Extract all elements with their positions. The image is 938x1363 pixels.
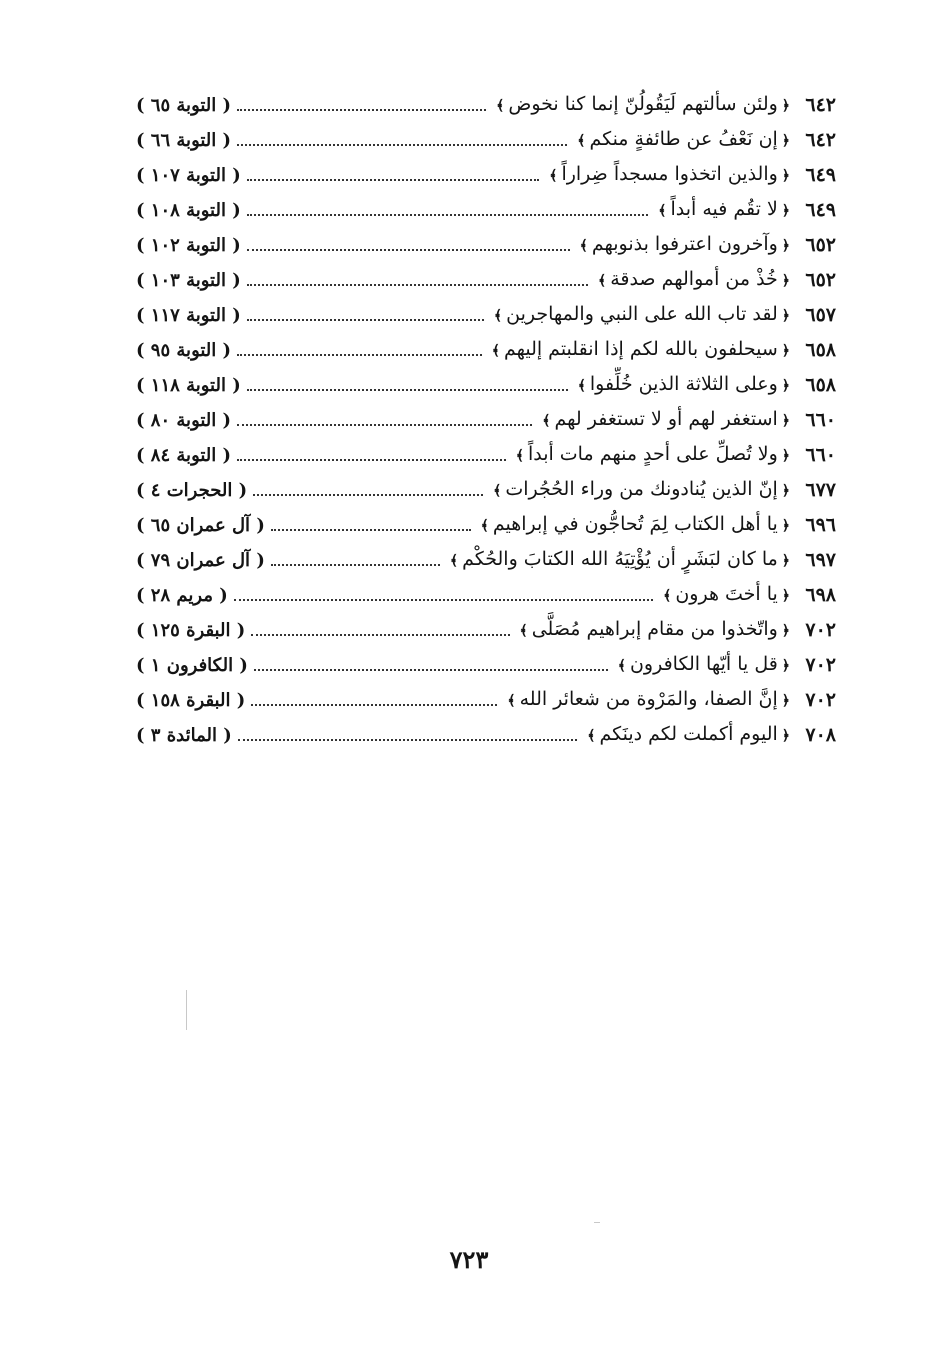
entry-reference: ( التوبة ٦٥ ) [136, 95, 232, 116]
entry-verse [503, 682, 794, 719]
dot-leader [247, 248, 570, 251]
entry-verse-text: يا أهل الكتاب لِمَ تُحاجُّون في إبراهيم [492, 513, 778, 535]
entry-reference: ( التوبة ١٠٨ ) [136, 200, 241, 221]
index-row [136, 228, 836, 263]
dot-leader [251, 633, 509, 636]
entry-page-number: ٧٠٨ [805, 724, 836, 746]
entry-page-number: ٧٠٢ [805, 689, 836, 711]
entry-verse-text: لقد تاب الله على النبي والمهاجرين [506, 303, 778, 325]
index-row [136, 648, 836, 683]
ornate-bracket-close-icon: ﴾ [587, 728, 596, 744]
ornate-bracket-close-icon: ﴾ [542, 413, 551, 429]
entry-verse-text: وآخرون اعترفوا بذنوبهم [591, 233, 778, 255]
dot-leader [247, 318, 484, 321]
index-row [136, 613, 836, 648]
entry-reference: ( التوبة ١١٧ ) [136, 305, 241, 326]
index-row [136, 578, 836, 613]
ornate-bracket-close-icon: ﴾ [519, 623, 528, 639]
entry-verse [659, 577, 794, 614]
dot-leader [247, 283, 588, 286]
entry-verse-text: إنَّ الصفا، والمَرْوة من شعائر الله [519, 688, 778, 710]
ornate-bracket-open-icon: ﴿ [781, 238, 790, 254]
ornate-bracket-open-icon: ﴿ [781, 133, 790, 149]
ornate-bracket-close-icon: ﴾ [577, 378, 586, 394]
page-number: ٧٢٣ [449, 1245, 489, 1274]
index-row [136, 193, 836, 228]
entry-verse-text: ولا تُصلِّ على أحدٍ منهم مات أبداً [527, 443, 778, 465]
ornate-bracket-close-icon: ﴾ [449, 553, 459, 569]
ornate-bracket-open-icon: ﴿ [781, 203, 790, 219]
entry-verse [512, 437, 794, 474]
index-row [136, 473, 836, 508]
ornate-bracket-open-icon: ﴿ [781, 658, 790, 674]
entry-verse [654, 192, 794, 229]
ornate-bracket-close-icon: ﴾ [493, 483, 502, 499]
entry-page-number: ٦٤٩ [805, 199, 836, 221]
entry-page-number: ٦٩٦ [805, 514, 836, 536]
index-row [136, 508, 836, 543]
index-row [136, 683, 836, 718]
entry-page-number: ٦٦٠ [805, 409, 836, 431]
entry-page-number: ٦٦٠ [805, 444, 836, 466]
entry-verse-text: خُذْ من أموالهم صدقة [610, 268, 778, 290]
ornate-bracket-close-icon: ﴾ [663, 588, 672, 604]
ornate-bracket-close-icon: ﴾ [597, 273, 607, 289]
ornate-bracket-close-icon: ﴾ [491, 343, 500, 359]
entry-page-number: ٧٠٢ [805, 619, 836, 641]
dot-leader [247, 178, 540, 181]
dot-leader [237, 458, 506, 461]
dot-leader [254, 668, 608, 671]
scan-speck [594, 1222, 600, 1223]
entry-reference: ( آل عمران ٧٩ ) [136, 550, 265, 571]
entry-reference: ( الحجرات ٤ ) [136, 480, 248, 501]
entry-reference: ( التوبة ٦٦ ) [136, 130, 232, 151]
entry-page-number: ٦٤٩ [805, 164, 836, 186]
ornate-bracket-close-icon: ﴾ [658, 203, 667, 219]
entry-verse [477, 507, 794, 544]
entry-reference: ( التوبة ٩٥ ) [136, 340, 232, 361]
dot-leader [251, 703, 497, 706]
entry-reference: ( التوبة ٨٠ ) [136, 410, 232, 431]
ornate-bracket-open-icon: ﴿ [781, 343, 790, 359]
entry-reference: ( مريم ٢٨ ) [136, 585, 228, 606]
entry-verse-text: ولئن سألتهم لَيَقُولُنّ إنما كنا نخوض [508, 93, 778, 115]
ornate-bracket-open-icon: ﴿ [781, 273, 790, 289]
ornate-bracket-close-icon: ﴾ [577, 133, 586, 149]
ornate-bracket-close-icon: ﴾ [617, 658, 626, 674]
entry-page-number: ٦٥٨ [805, 339, 836, 361]
index-row [136, 333, 836, 368]
ornate-bracket-close-icon: ﴾ [549, 168, 558, 184]
dot-leader [247, 213, 649, 216]
entry-verse-text: واتّخذوا من مقام إبراهيم مُصَلًّى [531, 618, 778, 640]
ornate-bracket-open-icon: ﴿ [781, 588, 790, 604]
ornate-bracket-close-icon: ﴾ [507, 693, 516, 709]
index-row [136, 88, 836, 123]
entry-verse-text: يا أختَ هرون [675, 583, 778, 605]
entry-verse-text: سيحلفون بالله لكم إذا انقلبتم إليهم [503, 338, 778, 360]
index-row [136, 123, 836, 158]
entry-page-number: ٦٤٢ [805, 94, 836, 116]
dot-leader [237, 353, 482, 356]
dot-leader [237, 108, 486, 111]
entry-reference: ( البقرة ١٥٨ ) [136, 690, 246, 711]
index-row [136, 403, 836, 438]
entry-verse-text: لا تقُم فيه أبداً [670, 198, 778, 220]
index-row [136, 543, 836, 578]
entry-verse [489, 472, 794, 509]
entry-verse-text: إن نَعْفُ عن طائفةٍ منكم [589, 128, 778, 150]
ornate-bracket-open-icon: ﴿ [781, 378, 790, 394]
entry-reference: ( البقرة ١٢٥ ) [136, 620, 246, 641]
dot-leader [237, 423, 532, 426]
entry-verse [614, 647, 794, 684]
index-row [136, 263, 836, 298]
dot-leader [234, 598, 653, 601]
index-row [136, 718, 836, 753]
entry-verse-text: اليوم أكملت لكم دينَكم [599, 723, 778, 745]
ornate-bracket-open-icon: ﴿ [781, 518, 790, 534]
ornate-bracket-open-icon: ﴿ [781, 623, 790, 639]
dot-leader [237, 143, 567, 146]
entry-verse [583, 717, 794, 754]
entry-page-number: ٦٤٢ [805, 129, 836, 151]
dot-leader [238, 738, 577, 741]
ornate-bracket-open-icon: ﴿ [781, 728, 790, 744]
entry-verse [446, 542, 794, 579]
index-row [136, 438, 836, 473]
dot-leader [271, 563, 440, 566]
index-row [136, 298, 836, 333]
entry-page-number: ٧٠٢ [805, 654, 836, 676]
entry-verse [594, 262, 794, 299]
entry-verse-text: والذين اتخذوا مسجداً ضِراراً [561, 163, 778, 185]
ornate-bracket-open-icon: ﴿ [781, 98, 790, 114]
entry-reference: ( التوبة ٨٤ ) [136, 445, 232, 466]
entry-page-number: ٦٩٨ [805, 584, 836, 606]
entry-page-number: ٦٩٧ [805, 549, 836, 571]
entry-verse [490, 297, 794, 334]
entry-verse [516, 612, 795, 649]
verse-index-list [136, 88, 836, 753]
entry-verse [538, 402, 794, 439]
dot-leader [247, 388, 568, 391]
entry-verse-text: وعلى الثلاثة الذين خُلِّفوا [589, 373, 778, 395]
ornate-bracket-open-icon: ﴿ [781, 693, 790, 709]
entry-reference: ( المائدة ٣ ) [136, 725, 232, 746]
entry-reference: ( آل عمران ٦٥ ) [136, 515, 265, 536]
entry-verse [488, 332, 794, 369]
entry-page-number: ٦٥٨ [805, 374, 836, 396]
entry-page-number: ٦٥٢ [805, 234, 836, 256]
ornate-bracket-close-icon: ﴾ [493, 308, 503, 324]
ornate-bracket-open-icon: ﴿ [781, 308, 790, 324]
entry-verse [576, 227, 794, 264]
ornate-bracket-open-icon: ﴿ [781, 448, 790, 464]
entry-reference: ( التوبة ١١٨ ) [136, 375, 241, 396]
ornate-bracket-close-icon: ﴾ [579, 238, 588, 254]
entry-reference: ( التوبة ١٠٣ ) [136, 270, 241, 291]
entry-reference: ( التوبة ١٠٧ ) [136, 165, 241, 186]
entry-reference: ( التوبة ١٠٢ ) [136, 235, 241, 256]
entry-page-number: ٦٥٧ [805, 304, 836, 326]
entry-page-number: ٦٧٧ [805, 479, 836, 501]
index-row [136, 368, 836, 403]
ornate-bracket-close-icon: ﴾ [496, 98, 505, 114]
entry-verse-text: قل يا أيّها الكافرون [629, 653, 778, 675]
entry-page-number: ٦٥٢ [805, 269, 836, 291]
entry-verse [545, 157, 794, 194]
entry-verse [573, 122, 794, 159]
scan-speck [186, 990, 187, 1030]
ornate-bracket-close-icon: ﴾ [515, 448, 524, 464]
entry-verse-text: إنّ الذين يُنادونك من وراء الحُجُرات [505, 478, 778, 500]
ornate-bracket-open-icon: ﴿ [781, 483, 790, 499]
index-row [136, 158, 836, 193]
entry-reference: ( الكافرون ١ ) [136, 655, 248, 676]
ornate-bracket-open-icon: ﴿ [781, 553, 790, 569]
dot-leader [253, 493, 483, 496]
ornate-bracket-open-icon: ﴿ [781, 168, 790, 184]
ornate-bracket-open-icon: ﴿ [781, 413, 790, 429]
entry-verse [492, 87, 794, 124]
entry-verse-text: ما كان لبَشَرٍ أن يُؤْتِيَهُ الله الكتابَ والحُكْم [462, 548, 778, 570]
dot-leader [271, 528, 471, 531]
entry-verse-text: استغفر لهم أو لا تستغفر لهم [554, 408, 778, 430]
entry-verse [574, 367, 794, 404]
ornate-bracket-close-icon: ﴾ [480, 518, 489, 534]
